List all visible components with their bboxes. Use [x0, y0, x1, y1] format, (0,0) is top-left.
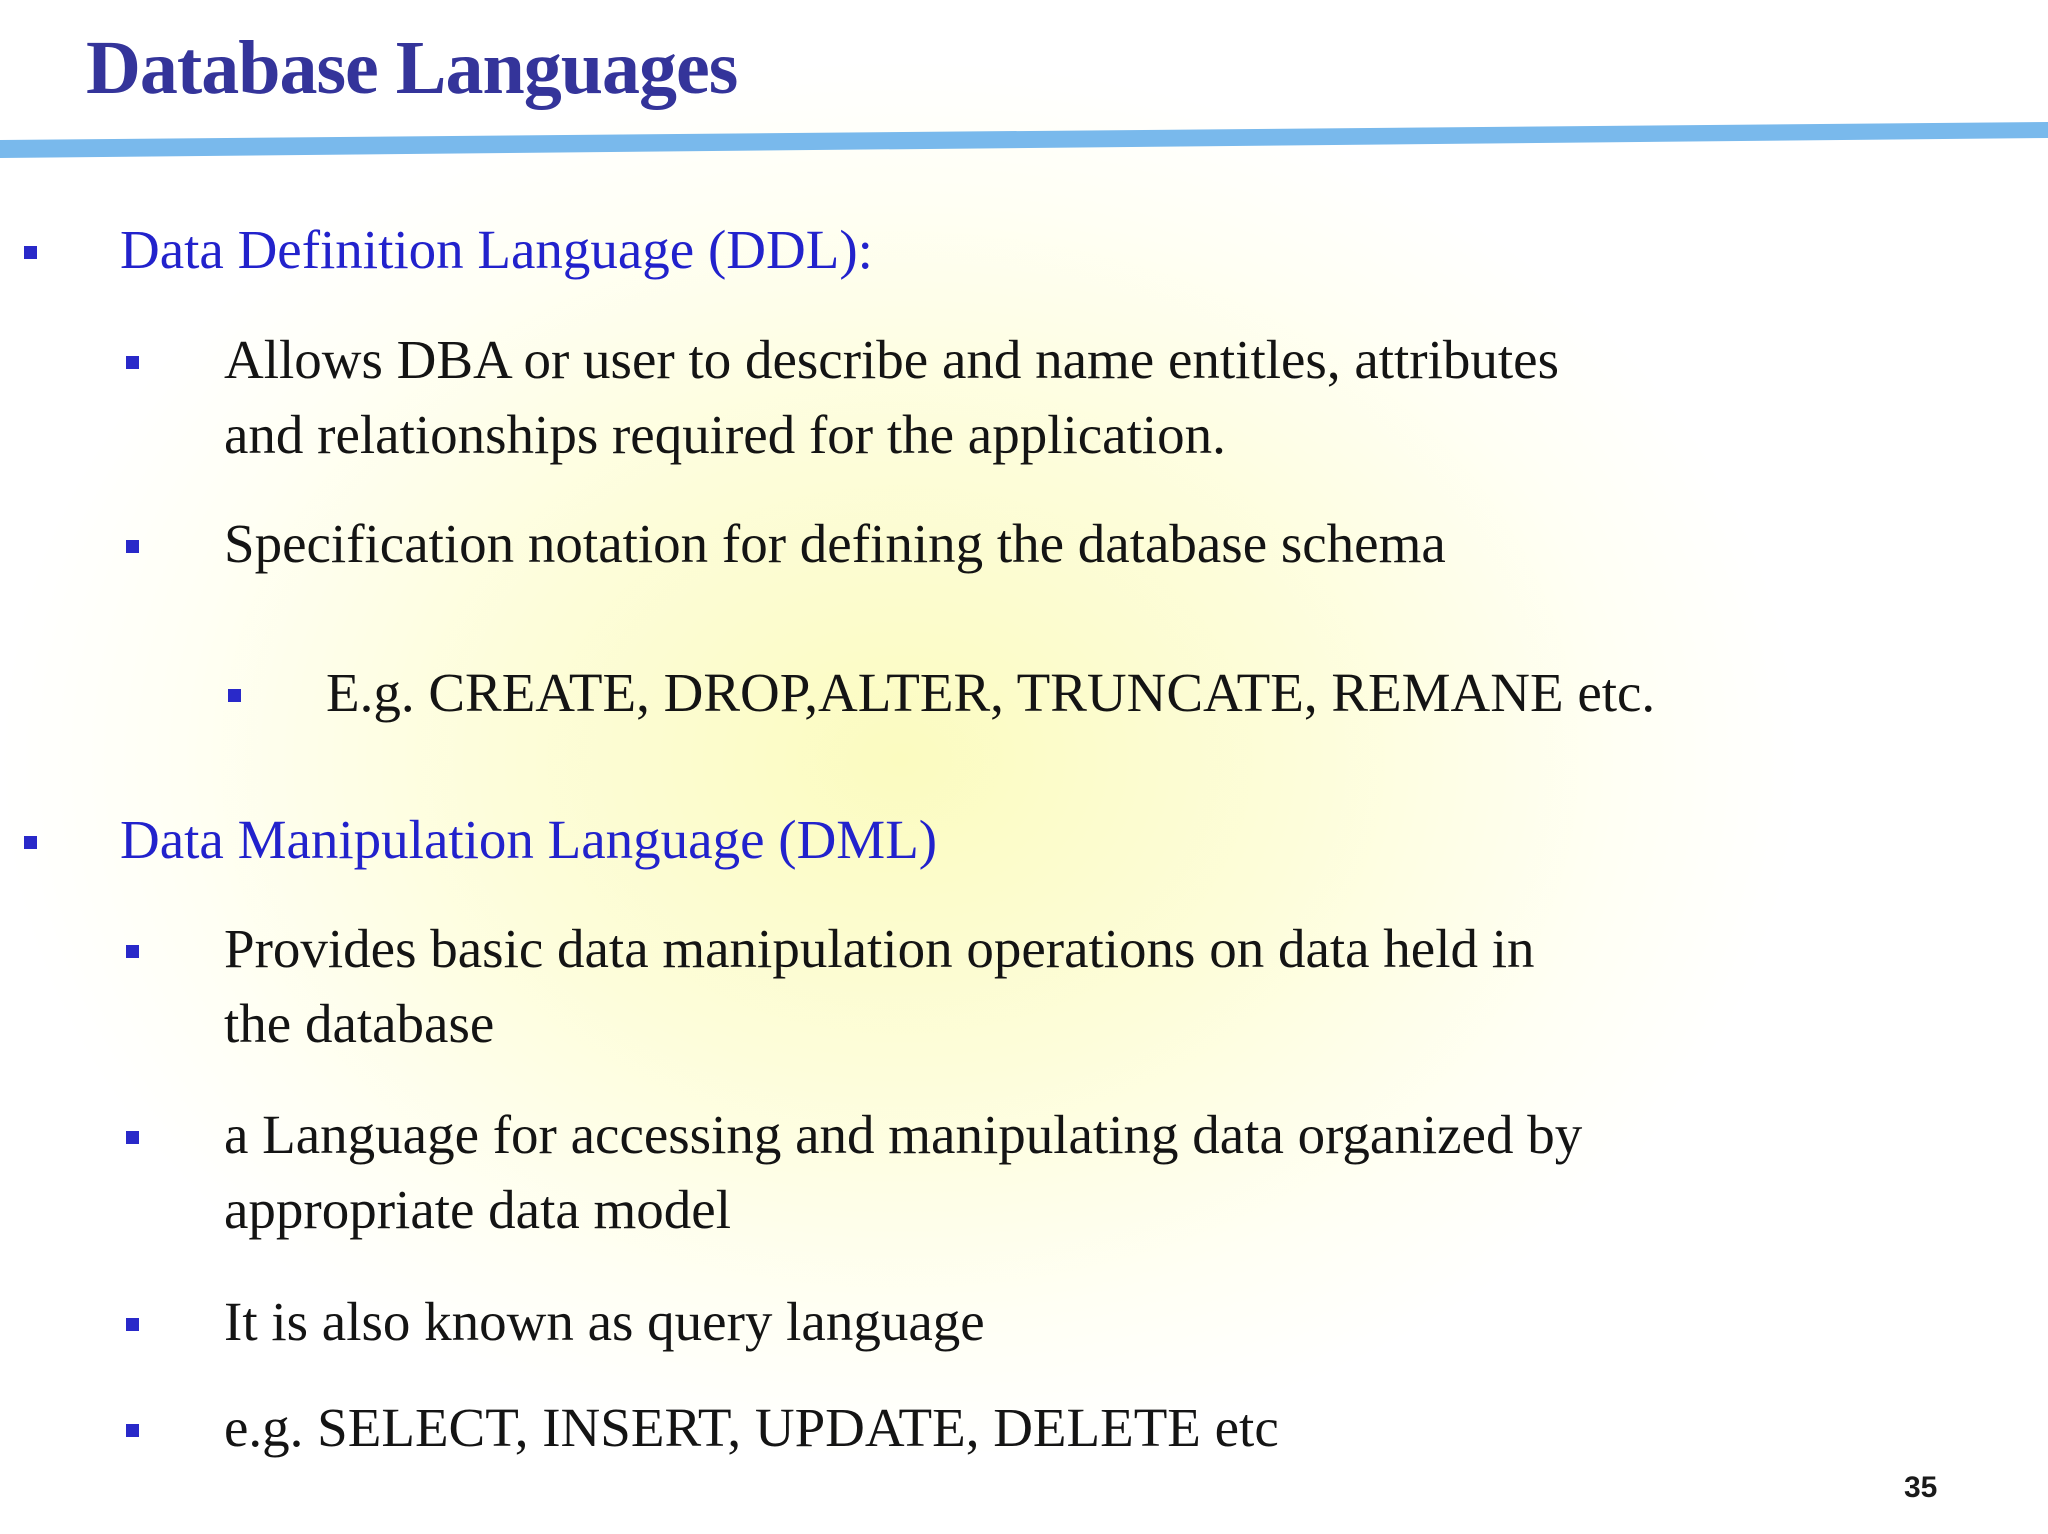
square-bullet-icon: [126, 540, 139, 553]
ddl-point-2-line-1: Specification notation for defining the database schema: [224, 513, 1446, 574]
square-bullet-icon: [228, 689, 241, 702]
square-bullet-icon: [126, 945, 139, 958]
ddl-point-1-line-2: and relationships required for the application.: [224, 404, 1226, 465]
dml-point-1-line-1: Provides basic data manipulation operations on data held in: [224, 918, 1535, 979]
square-bullet-icon: [126, 356, 139, 369]
square-bullet-icon: [24, 246, 37, 259]
square-bullet-icon: [126, 1131, 139, 1144]
dml-point-2-line-1: a Language for accessing and manipulating data organized by: [224, 1104, 1583, 1165]
slide-number: 35: [1904, 1471, 1938, 1504]
dml-point-3-line-1: It is also known as query language: [224, 1291, 985, 1352]
title-underline: [0, 118, 2048, 168]
ddl-heading-text: Data Definition Language (DDL):: [120, 219, 873, 280]
ddl-point-1-line-1: Allows DBA or user to describe and name entitles, attributes: [224, 329, 1559, 390]
square-bullet-icon: [126, 1318, 139, 1331]
dml-heading-text: Data Manipulation Language (DML): [120, 809, 938, 870]
square-bullet-icon: [126, 1424, 139, 1437]
slide-title: Database Languages: [86, 26, 738, 110]
dml-point-4-line-1: e.g. SELECT, INSERT, UPDATE, DELETE etc: [224, 1397, 1279, 1458]
square-bullet-icon: [24, 836, 37, 849]
ddl-example-text: E.g. CREATE, DROP,ALTER, TRUNCATE, REMANE etc.: [326, 662, 1656, 723]
dml-point-1-line-2: the database: [224, 993, 495, 1054]
dml-point-2-line-2: appropriate data model: [224, 1179, 732, 1240]
